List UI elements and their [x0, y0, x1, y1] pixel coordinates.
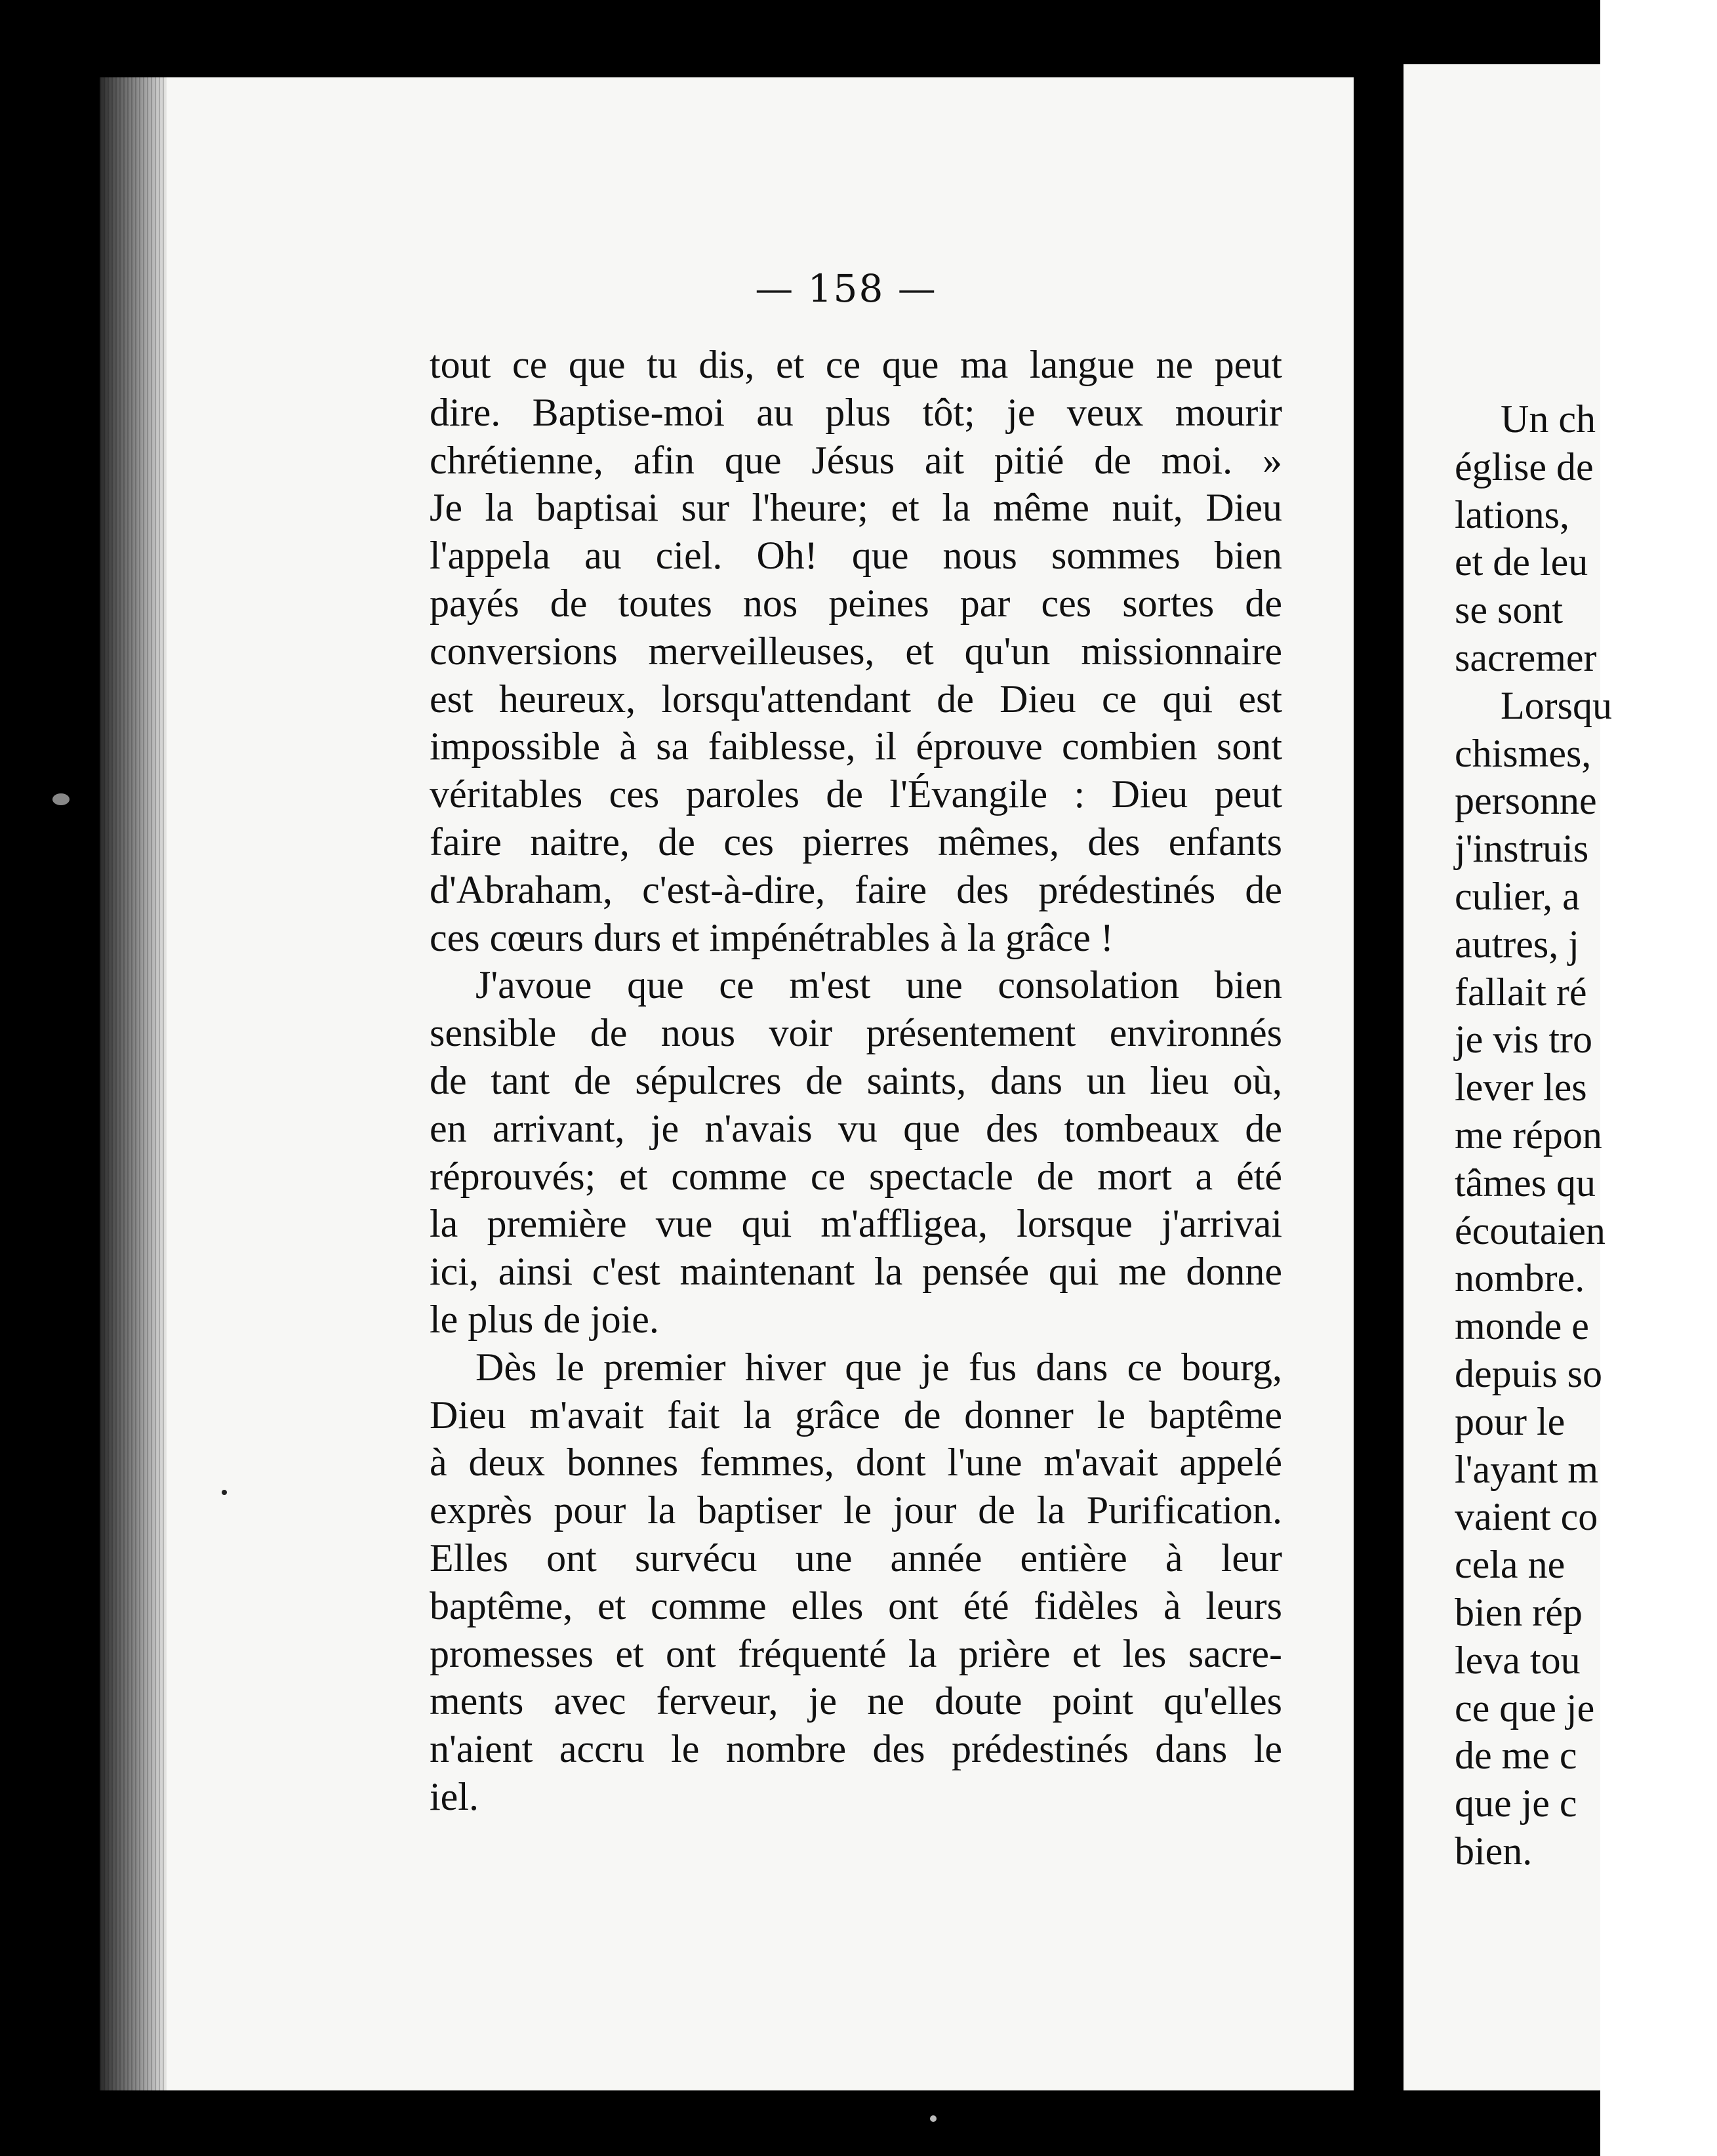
text-line: et de leu: [1455, 540, 1588, 584]
text-line: Elles ont survécu une année entière à leur: [430, 1536, 1282, 1580]
text-line: n'aient accru le nombre des prédestinés dans le: [430, 1727, 1282, 1771]
text-line: à deux bonnes femmes, dont l'une m'avait appelé: [430, 1441, 1282, 1485]
text-line: véritables ces paroles de l'Évangile : Dieu peut: [430, 772, 1282, 816]
text-line: personne: [1455, 779, 1597, 823]
scan-speck: [930, 2115, 937, 2122]
text-line: réprouvés; et comme ce spectacle de mort a été: [430, 1154, 1282, 1198]
text-line: conversions merveilleuses, et qu'un missionnaire: [430, 629, 1282, 673]
page-number: — 158 —: [755, 266, 937, 311]
text-line: promesses et ont fréquenté la prière et les sacre-: [430, 1631, 1282, 1675]
text-line: nombre.: [1455, 1256, 1585, 1300]
text-line: que je c: [1455, 1782, 1577, 1826]
text-line: de tant de sépulcres de saints, dans un lieu où,: [430, 1058, 1282, 1102]
text-line: ici, ainsi c'est maintenant la pensée qui me donne: [430, 1250, 1282, 1294]
text-line: la première vue qui m'affligea, lorsque j'arrivai: [430, 1202, 1282, 1246]
text-line: ce que je: [1455, 1686, 1595, 1730]
text-line: chismes,: [1455, 731, 1592, 775]
text-line: culier, a: [1455, 874, 1580, 918]
text-line: fallait ré: [1455, 970, 1587, 1014]
text-line: autres, j: [1455, 922, 1579, 966]
scan-border-left: [0, 0, 100, 2156]
text-line: le plus de joie.: [430, 1297, 659, 1341]
text-line: sacremer: [1455, 635, 1597, 679]
text-line: impossible à sa faiblesse, il éprouve combien sont: [430, 725, 1282, 769]
text-line: ces cœurs durs et impénétrables à la grâce !: [430, 915, 1114, 959]
text-line: j'instruis: [1455, 827, 1589, 871]
text-line: de me c: [1455, 1734, 1577, 1778]
text-line: l'appela au ciel. Oh! que nous sommes bien: [430, 534, 1282, 578]
text-line: Un ch: [1501, 397, 1596, 441]
text-line: payés de toutes nos peines par ces sortes de: [430, 581, 1282, 625]
text-line: bien.: [1455, 1829, 1533, 1873]
text-line: église de: [1455, 445, 1594, 489]
right-page-text: [1455, 395, 1717, 1875]
text-line: lations,: [1455, 492, 1569, 536]
text-line: cela ne: [1455, 1543, 1566, 1587]
text-line: leva tou: [1455, 1638, 1581, 1682]
text-line: Lorsqu: [1501, 683, 1612, 727]
text-line: Je la baptisai sur l'heure; et la même nuit, Dieu: [430, 486, 1282, 530]
text-line: lever les: [1455, 1066, 1587, 1109]
text-line: d'Abraham, c'est-à-dire, faire des prédestinés de: [430, 868, 1282, 911]
text-line: bien rép: [1455, 1590, 1583, 1634]
text-line: tout ce que tu dis, et ce que ma langue ne peut: [430, 343, 1282, 386]
text-line: Dès le premier hiver que je fus dans ce bourg,: [475, 1345, 1282, 1389]
text-line: iel.: [430, 1774, 479, 1818]
text-line: me répon: [1455, 1113, 1602, 1157]
text-line: je vis tro: [1455, 1018, 1592, 1062]
text-line: en arrivant, je n'avais vu que des tombeaux de: [430, 1106, 1282, 1150]
scan-page-gap: [1354, 0, 1404, 2156]
text-line: tâmes qu: [1455, 1161, 1596, 1205]
scan-speck: [52, 793, 70, 805]
right-book-page: [1404, 64, 1612, 2090]
scan-speck: [222, 1490, 227, 1495]
text-line: dire. Baptise-moi au plus tôt; je veux mourir: [430, 390, 1282, 434]
text-line: vaient co: [1455, 1495, 1598, 1539]
text-line: J'avoue que ce m'est une consolation bien: [475, 963, 1282, 1007]
text-line: baptême, et comme elles ont été fidèles à leurs: [430, 1584, 1282, 1627]
text-line: monde e: [1455, 1304, 1589, 1348]
text-line: exprès pour la baptiser le jour de la Purification.: [430, 1488, 1282, 1532]
text-line: se sont: [1455, 588, 1563, 632]
text-line: Dieu m'avait fait la grâce de donner le baptême: [430, 1393, 1282, 1437]
text-line: écoutaien: [1455, 1208, 1606, 1252]
text-line: sensible de nous voir présentement environnés: [430, 1011, 1282, 1055]
left-page-text: [430, 341, 1282, 1821]
text-line: pour le: [1455, 1399, 1566, 1443]
text-line: l'ayant m: [1455, 1447, 1599, 1491]
text-line: ments avec ferveur, je ne doute point qu'elles: [430, 1679, 1282, 1723]
text-line: depuis so: [1455, 1351, 1602, 1395]
page-gutter-shadow: [100, 77, 167, 2090]
text-line: est heureux, lorsqu'attendant de Dieu ce qui est: [430, 677, 1282, 721]
text-line: faire naitre, de ces pierres mêmes, des enfants: [430, 820, 1282, 864]
text-line: chrétienne, afin que Jésus ait pitié de moi. »: [430, 438, 1282, 482]
